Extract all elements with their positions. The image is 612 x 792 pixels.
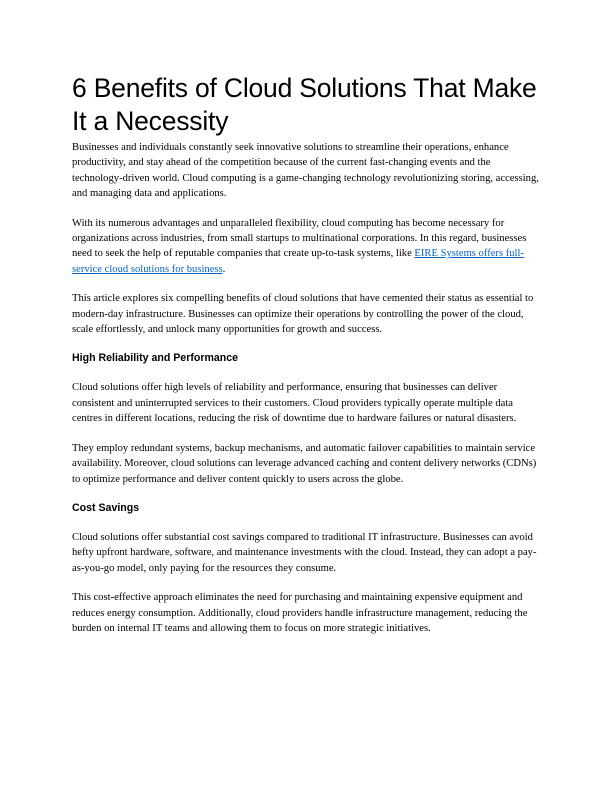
reliability-paragraph-2: They employ redundant systems, backup mechanisms, and automatic failover capabilities to maintain service availability. Moreover, cloud solutions can leverage advanced caching and content delivery networks (CDNs) to optimize performance and deliver content quickly to users across the globe. xyxy=(72,442,537,485)
intro-paragraph-2-end: . xyxy=(222,263,226,275)
page-title: 6 Benefits of Cloud Solutions That Make It a Necessity xyxy=(72,73,537,136)
eire-systems-link[interactable]: EIRE Systems offers full-service cloud solutions for business xyxy=(72,248,524,275)
intro-paragraph-3: This article explores six compelling benefits of cloud solutions that have cemented their status as essential to modern-day infrastructure. Businesses can optimize their operations by controlling the power of the cloud, scale effortlessly, and unlock many opportunities for growth and success. xyxy=(72,293,534,336)
section-heading-cost-savings: Cost Savings xyxy=(72,501,140,514)
section-heading-reliability: High Reliability and Performance xyxy=(72,352,239,365)
reliability-paragraph-1: Cloud solutions offer high levels of reliability and performance, ensuring that businesses can deliver consistent and uninterrupted services to their customers. Cloud providers typically operate multiple data centres in different locations, reducing the risk of downtime due to hardware failures or natural disasters. xyxy=(72,382,517,425)
cost-savings-paragraph-1: Cloud solutions offer substantial cost savings compared to traditional IT infrastructure. Businesses can avoid hefty upfront hardware, software, and maintenance investments with the cloud. Instead, they can adopt a pay-as-you-go model, only paying for the resources they consume. xyxy=(72,531,537,574)
intro-paragraph-2-text: With its numerous advantages and unparalleled flexibility, cloud computing has become necessary for organizations across industries, from small startups to multinational corporations. In this regard, businesses need to seek the help of reputable companies that create up-to-task systems, like xyxy=(72,217,527,260)
intro-paragraph-1: Businesses and individuals constantly seek innovative solutions to streamline their operations, enhance productivity, and stay ahead of the competition because of the current fast-changing events and the technology-driven world. Cloud computing is a game-changing technology revolutionizing storing, accessing, and managing data and applications. xyxy=(72,142,539,200)
intro-paragraph-2 xyxy=(72,216,542,278)
cost-savings-paragraph-2: This cost-effective approach eliminates the need for purchasing and maintaining expensive equipment and reduces energy consumption. Additionally, cloud providers handle infrastructure management, reducing the burden on internal IT teams and allowing them to focus on more strategic initiatives. xyxy=(72,592,528,634)
document-page xyxy=(72,72,542,650)
